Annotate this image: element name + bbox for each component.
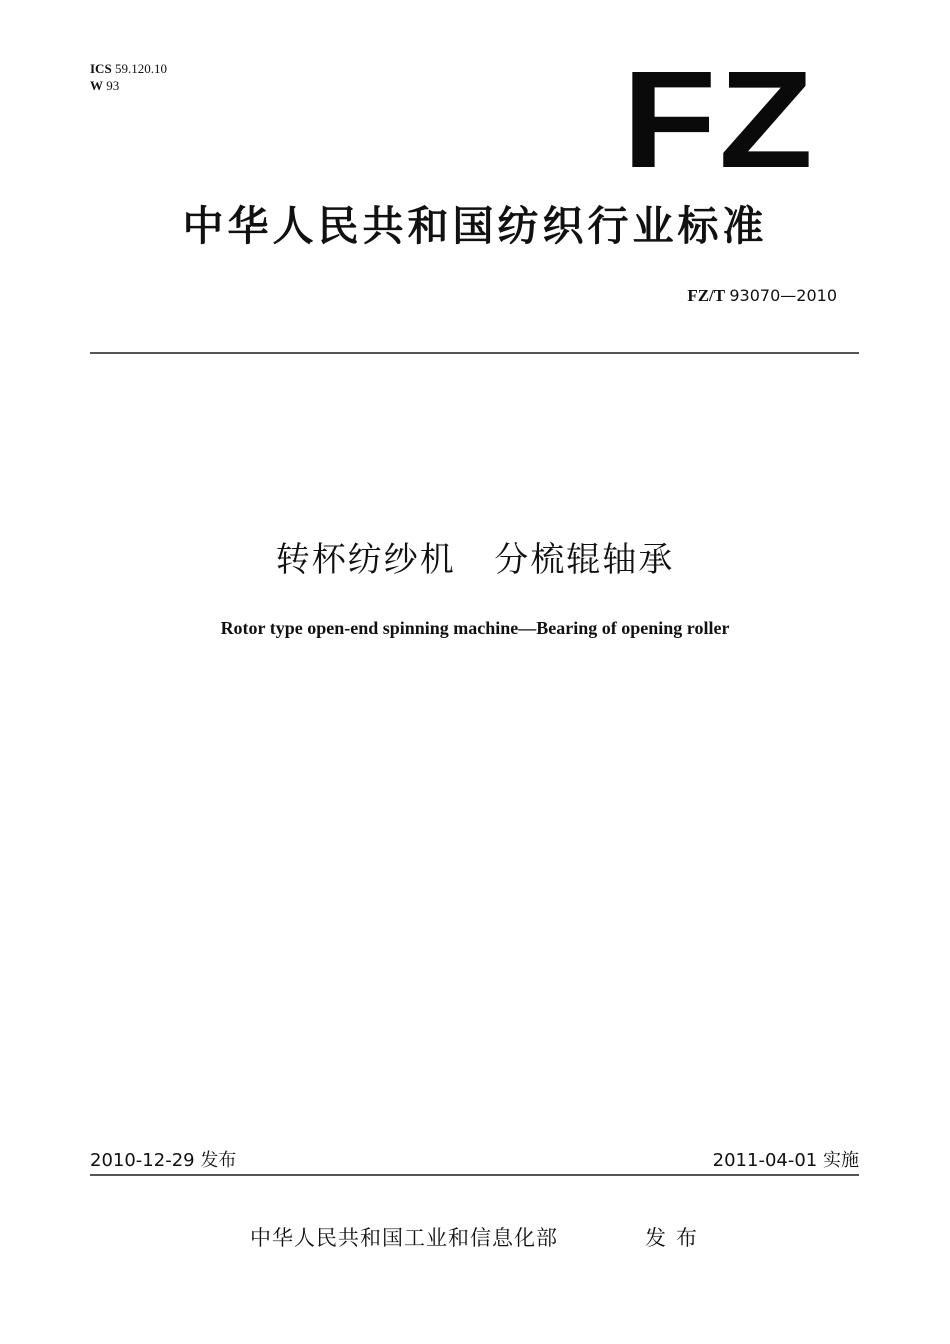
standard-title: 中华人民共和国纺织行业标准 xyxy=(182,202,768,250)
ics-classification xyxy=(90,60,167,94)
standard-code: 93070—2010 xyxy=(729,286,837,305)
issue-word: 发布 xyxy=(645,1226,707,1250)
publish-date: 2010-12-29 发布 xyxy=(90,1150,237,1171)
standard-number xyxy=(687,286,837,306)
class-code: 93 xyxy=(106,78,120,93)
ics-code: 59.120.10 xyxy=(114,61,167,76)
ics-label: ICS xyxy=(90,61,112,76)
implement-date: 2011-04-01 实施 xyxy=(712,1150,859,1171)
ics-line xyxy=(90,60,167,77)
fz-logo: FZ xyxy=(622,43,816,197)
standard-prefix: FZ/T xyxy=(687,286,726,305)
top-divider xyxy=(90,352,859,354)
document-title-cn: 转杯纺纱机 分梳辊轴承 xyxy=(275,540,675,580)
bottom-divider xyxy=(90,1174,859,1176)
document-title-en: Rotor type open-end spinning machine—Bearing of opening roller xyxy=(220,618,730,638)
issuer: 中华人民共和国工业和信息化部 xyxy=(250,1226,558,1250)
class-line xyxy=(90,77,167,94)
class-label: W xyxy=(90,78,103,93)
